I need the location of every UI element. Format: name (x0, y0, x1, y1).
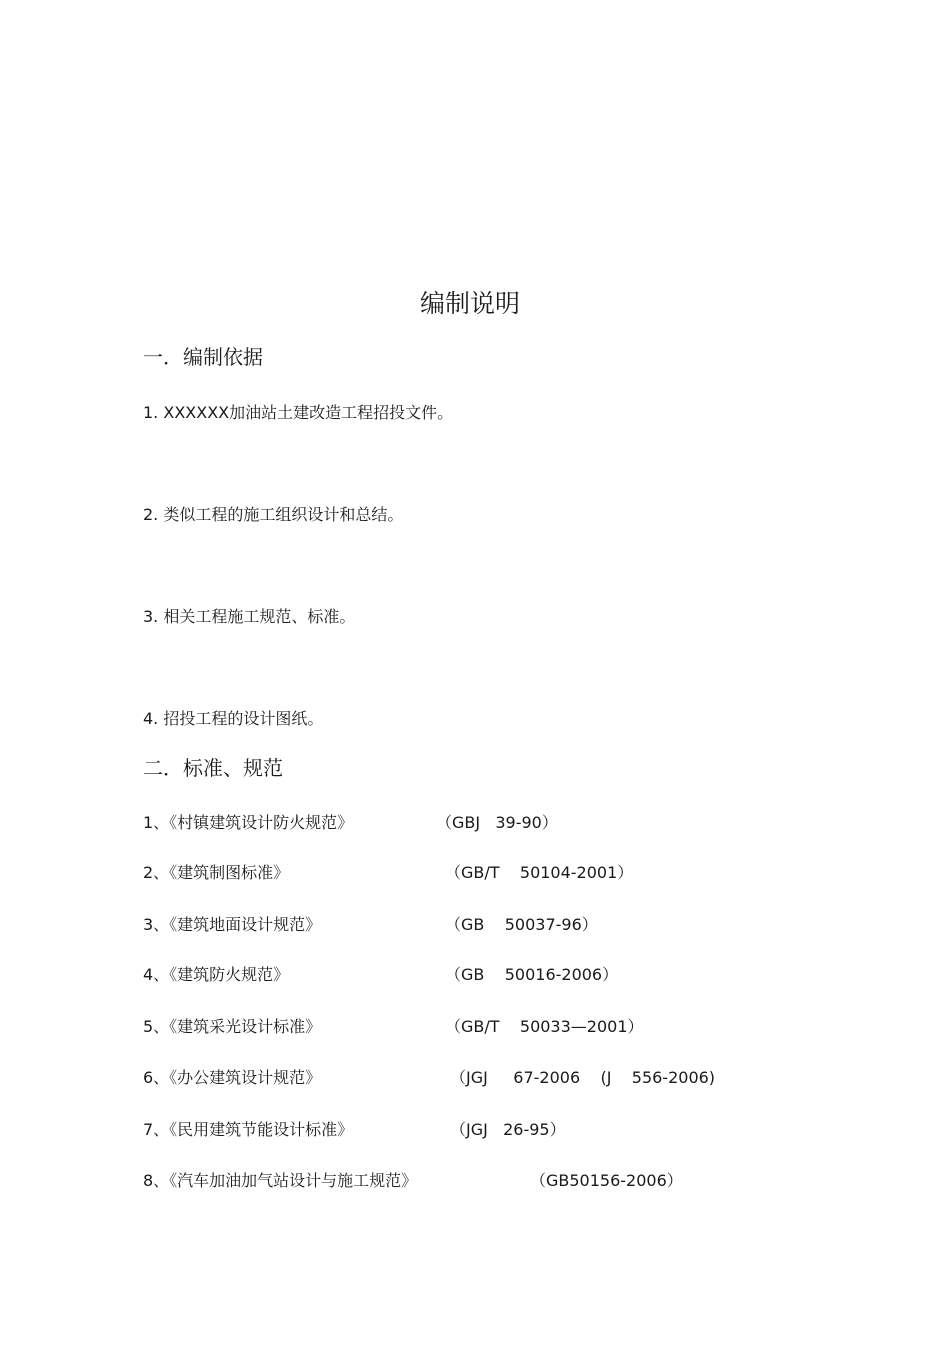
standard-name: 1、《村镇建筑设计防火规范》 (143, 813, 354, 832)
standard-code: （JGJ 26-95） (450, 1120, 566, 1139)
basis-item-4: 4. 招投工程的设计图纸。 (143, 709, 324, 728)
standard-name: 2、《建筑制图标准》 (143, 863, 290, 882)
document-title: 编制说明 (419, 289, 520, 318)
standard-name: 3、《建筑地面设计规范》 (143, 915, 322, 934)
basis-item-2: 2. 类似工程的施工组织设计和总结。 (143, 505, 404, 524)
section-heading-standards: 二．标准、规范 (143, 756, 283, 780)
standard-code: （JGJ 67-2006 (J 556-2006) (450, 1068, 716, 1087)
section-heading-basis: 一．编制依据 (143, 345, 263, 369)
standard-name: 8、《汽车加油加气站设计与施工规范》 (143, 1171, 418, 1190)
basis-item-1: 1. XXXXXX加油站土建改造工程招投文件。 (143, 403, 454, 422)
standard-code: （GB/T 50033—2001） (445, 1017, 644, 1036)
standard-code: （GB 50016-2006） (445, 965, 619, 984)
standard-code: （GB50156-2006） (530, 1171, 683, 1190)
standard-name: 5、《建筑采光设计标准》 (143, 1017, 322, 1036)
standard-name: 6、《办公建筑设计规范》 (143, 1068, 322, 1087)
standard-code: （GBJ 39-90） (436, 813, 558, 832)
standard-code: （GB 50037-96） (445, 915, 598, 934)
standard-name: 7、《民用建筑节能设计标准》 (143, 1120, 354, 1139)
basis-item-3: 3. 相关工程施工规范、标准。 (143, 607, 356, 626)
standard-name: 4、《建筑防火规范》 (143, 965, 290, 984)
standard-code: （GB/T 50104-2001） (445, 863, 634, 882)
